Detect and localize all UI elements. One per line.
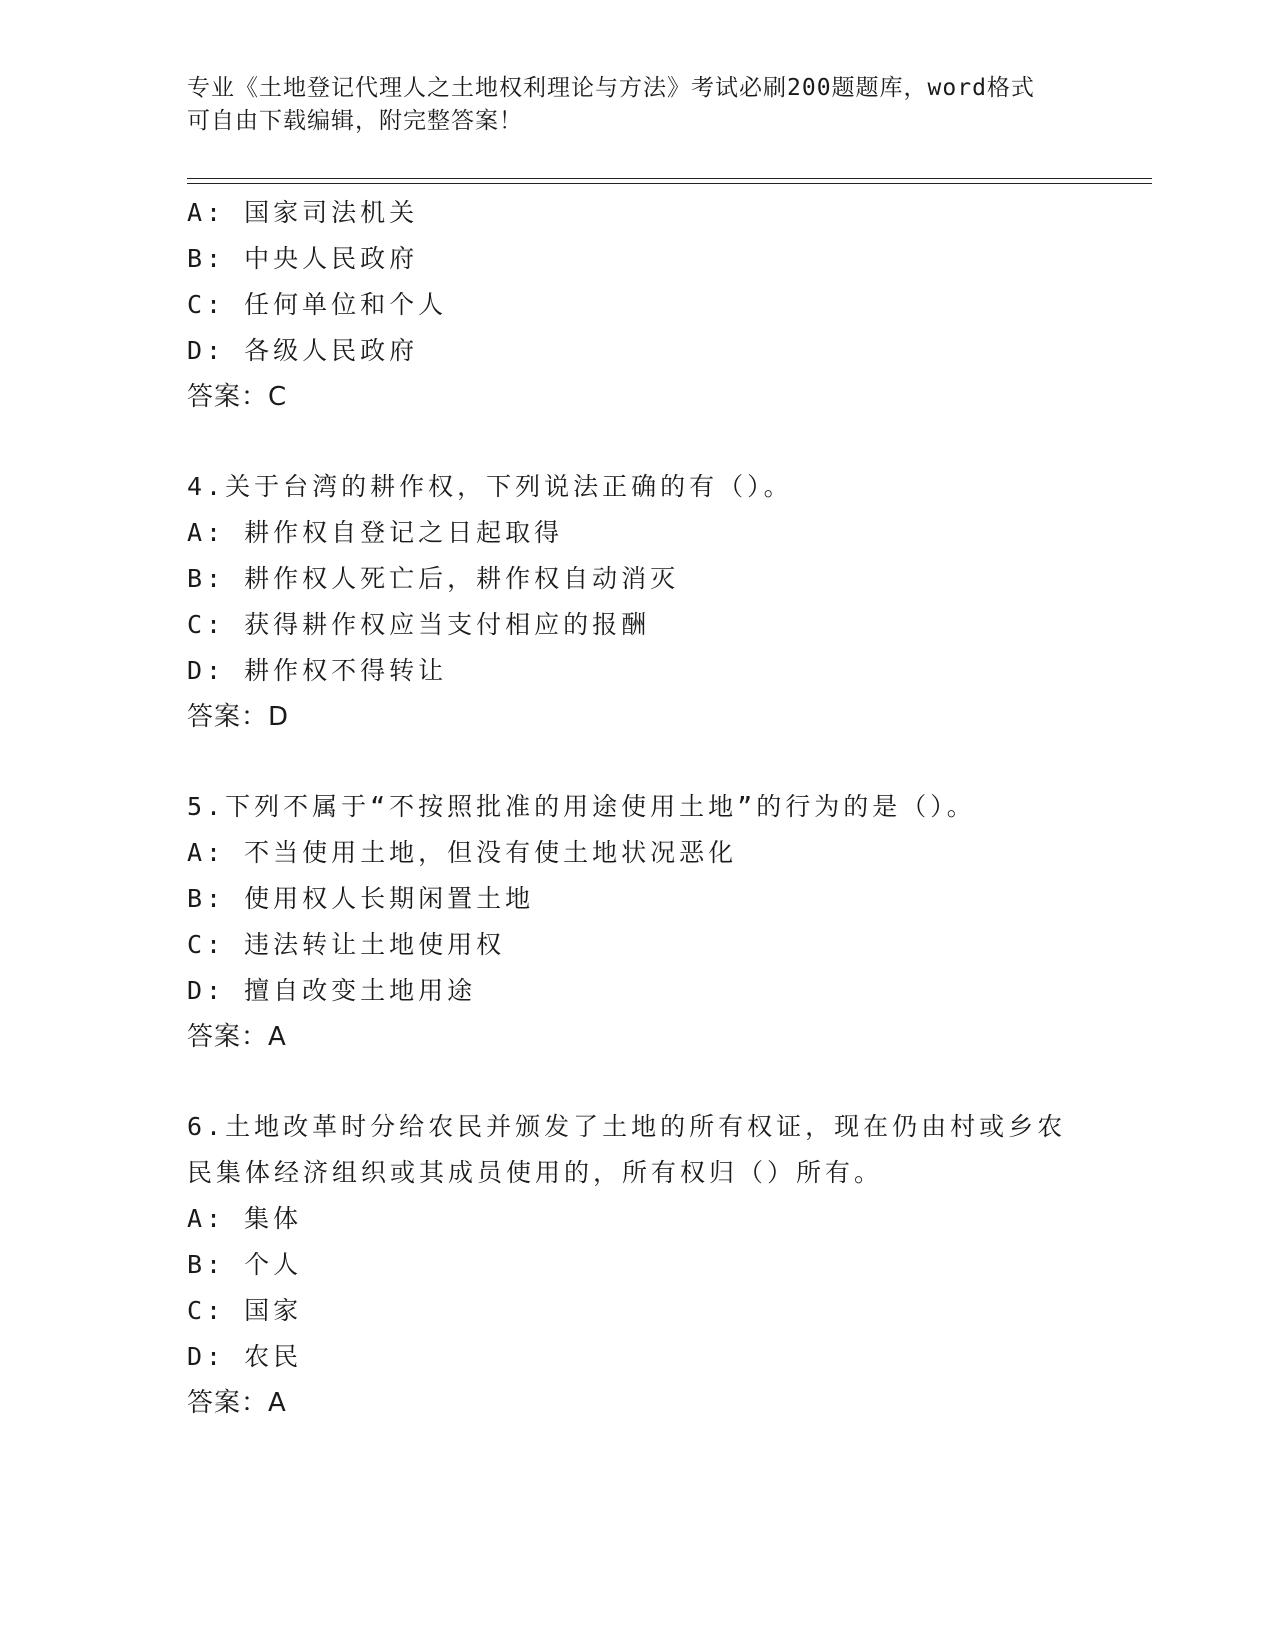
answer-line: 答案：C bbox=[187, 382, 288, 412]
option-b: B: 中央人民政府 bbox=[187, 244, 419, 273]
option-c: C: 国家 bbox=[187, 1296, 303, 1325]
question-4-block bbox=[187, 464, 1087, 740]
option-d: D: 耕作权不得转让 bbox=[187, 656, 448, 685]
answer-line: 答案：D bbox=[187, 702, 290, 732]
question-text-line2: 民集体经济组织或其成员使用的，所有权归（）所有。 bbox=[187, 1158, 884, 1187]
question-text: 4.关于台湾的耕作权，下列说法正确的有（）。 bbox=[187, 472, 793, 501]
header-rule-top bbox=[187, 178, 1152, 179]
option-d: D: 擅自改变土地用途 bbox=[187, 976, 477, 1005]
option-a: A: 耕作权自登记之日起取得 bbox=[187, 518, 564, 547]
header-rule-bottom bbox=[187, 183, 1152, 184]
question-text-line1: 6.土地改革时分给农民并颁发了土地的所有权证，现在仍由村或乡农 bbox=[187, 1112, 1067, 1141]
document-header bbox=[187, 72, 1067, 138]
question-text: 5.下列不属于“不按照批准的用途使用土地”的行为的是（）。 bbox=[187, 792, 976, 821]
option-a: A: 国家司法机关 bbox=[187, 198, 419, 227]
question-6-block bbox=[187, 1104, 1087, 1426]
header-title-line1: 专业《土地登记代理人之土地权利理论与方法》考试必刷200题题库，word格式 bbox=[187, 75, 1035, 101]
question-3-block bbox=[187, 190, 1087, 420]
document-body bbox=[187, 190, 1087, 1426]
option-b: B: 耕作权人死亡后，耕作权自动消灭 bbox=[187, 564, 680, 593]
option-d: D: 农民 bbox=[187, 1342, 303, 1371]
option-c: C: 违法转让土地使用权 bbox=[187, 930, 506, 959]
option-a: A: 不当使用土地，但没有使土地状况恶化 bbox=[187, 838, 738, 867]
option-c: C: 任何单位和个人 bbox=[187, 290, 448, 319]
answer-line: 答案：A bbox=[187, 1388, 287, 1418]
option-a: A: 集体 bbox=[187, 1204, 303, 1233]
question-5-block bbox=[187, 784, 1087, 1060]
option-c: C: 获得耕作权应当支付相应的报酬 bbox=[187, 610, 651, 639]
option-b: B: 个人 bbox=[187, 1250, 303, 1279]
option-b: B: 使用权人长期闲置土地 bbox=[187, 884, 535, 913]
answer-line: 答案：A bbox=[187, 1022, 287, 1052]
header-title-line2: 可自由下载编辑，附完整答案！ bbox=[187, 108, 523, 134]
option-d: D: 各级人民政府 bbox=[187, 336, 419, 365]
